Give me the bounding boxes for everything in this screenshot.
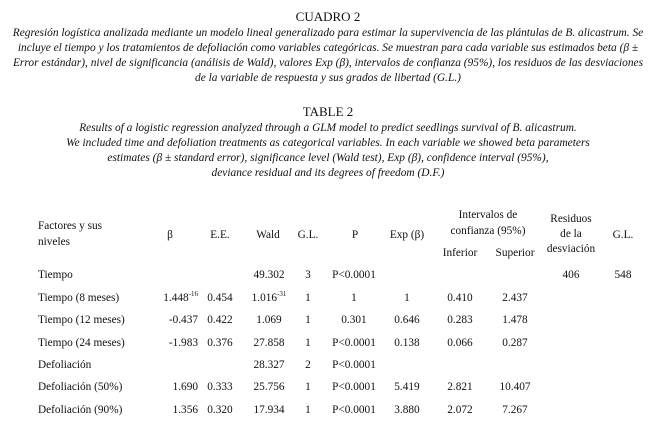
cell-ci-superior: [486, 291, 544, 305]
cell-gl: [293, 336, 323, 350]
cell-ee: [200, 380, 240, 394]
cell-gl: [293, 291, 323, 305]
cell-wald-value: 1.069: [256, 314, 282, 326]
cell-ci-inferior-value: 2.072: [447, 404, 473, 416]
cell-wald-value: 17.934: [253, 404, 285, 416]
cell-gl-value: 1: [305, 292, 311, 304]
header-factor: Factores y sus: [38, 220, 103, 232]
cell-beta: [140, 380, 198, 394]
cell-residuos-value: 406: [562, 269, 580, 281]
cell-beta-value: 1.448: [163, 292, 189, 304]
cell-beta: [140, 313, 198, 327]
cell-p-value: P<0.0001: [332, 404, 376, 416]
cell-beta-exponent: -16: [188, 290, 198, 298]
cell-wald: [244, 336, 294, 350]
cell-ee-value: 0.376: [207, 337, 233, 349]
cell-exp-value: 0.138: [394, 337, 420, 349]
cell-exp-value: 1: [404, 292, 410, 304]
cell-factor-value: Tiempo (24 meses): [38, 337, 125, 349]
cell-ci-superior-value: 0.287: [502, 337, 528, 349]
cell-p: [326, 291, 382, 305]
header-factor: niveles: [38, 236, 70, 248]
cell-ee-value: 0.454: [207, 292, 233, 304]
header-wald: Wald: [256, 229, 280, 241]
cell-beta-value: 1.356: [172, 404, 198, 416]
cell-exp: [382, 403, 432, 417]
cell-factor-value: Defoliación (90%): [38, 404, 123, 416]
cell-beta-value: -1.983: [168, 337, 198, 349]
cell-ci-superior-value: 2.437: [502, 292, 528, 304]
cuadro-title: CUADRO 2: [295, 9, 361, 24]
cell-gl-value: 1: [305, 404, 311, 416]
cell-p: [326, 268, 382, 282]
table-caption-line: deviance residual and its degrees of freedom (D.F.): [211, 167, 445, 179]
cell-ci-inferior: [434, 291, 486, 305]
cell-p: [326, 380, 382, 394]
cell-ci-inferior: [434, 403, 486, 417]
cell-ee: [200, 403, 240, 417]
cell-gl: [293, 313, 323, 327]
cell-ci-superior-value: 7.267: [502, 404, 528, 416]
header-ci: confianza (95%): [450, 225, 526, 237]
cell-p: [326, 313, 382, 327]
cell-gl-value: 1: [305, 337, 311, 349]
header-p: P: [351, 229, 359, 241]
cell-p-value: P<0.0001: [332, 381, 376, 393]
header-ee: E.E.: [210, 229, 230, 241]
table-caption-line: estimates (β ± standard error), significance level (Wald test), Exp (β), confidence interval (95%),: [107, 152, 549, 164]
cell-exp: [382, 291, 432, 305]
cell-wald-value: 1.016: [251, 292, 278, 304]
cell-wald: [244, 403, 294, 417]
cell-p-value: P<0.0001: [332, 269, 376, 281]
cell-wald: [244, 313, 294, 327]
cell-exp-value: 0.646: [394, 314, 420, 326]
cell-beta: [140, 291, 198, 305]
cell-exp-value: 5.419: [394, 381, 420, 393]
cell-gl-value: 1: [305, 381, 311, 393]
cell-exp: [382, 313, 432, 327]
header-ci-superior: Superior: [495, 247, 535, 259]
cell-factor-value: Defoliación (50%): [38, 381, 123, 393]
table-caption-line: We included time and defoliation treatments as categorical variables. In each variable we showed beta parameters: [66, 137, 590, 149]
cell-gl2: [606, 268, 640, 282]
cell-wald: [244, 358, 294, 372]
header-ci-inferior: Inferior: [442, 247, 478, 259]
header-exp: Exp (β): [389, 229, 425, 241]
cell-wald-value: 28.327: [253, 359, 285, 371]
cell-factor-value: Defoliación: [38, 359, 92, 371]
cell-ci-inferior: [434, 380, 486, 394]
cell-gl: [293, 268, 323, 282]
cell-wald: [244, 380, 294, 394]
cell-factor-value: Tiempo (8 meses): [38, 292, 120, 304]
cuadro-caption: Regresión logística analizada mediante un modelo lineal generalizado para estimar la supervivencia de las plántulas de B. alicastrum. Se incluye el tiempo y los tratamientos de defoliación como variables categóricas. Se muestran para cada variable sus estimados beta (β ± Error estándar), nivel de significancia (análisis de Wald), valores Exp (β), intervalos de confianza (95%), los residuos de las desviaciones de la variable de respuesta y sus grados de libertad (G.L.): [12, 27, 644, 84]
cell-ee: [200, 313, 240, 327]
cell-residuos: [541, 268, 601, 282]
cell-p: [326, 403, 382, 417]
header-residuos: de la: [560, 228, 582, 240]
cell-ee: [200, 336, 240, 350]
header-beta: β: [167, 229, 173, 241]
cell-p-value: P<0.0001: [332, 359, 376, 371]
header-gl2: G.L.: [612, 229, 634, 241]
cell-factor-value: Tiempo: [38, 269, 73, 281]
cell-ci-superior: [486, 336, 544, 350]
cell-ee-value: 0.422: [207, 314, 233, 326]
cell-p-value: 1: [351, 292, 357, 304]
cell-beta-value: -0.437: [168, 314, 198, 326]
cell-p-value: P<0.0001: [332, 337, 376, 349]
cell-wald-value: 49.302: [253, 269, 285, 281]
cell-factor-value: Tiempo (12 meses): [38, 314, 125, 326]
header-residuos: desviación: [546, 243, 596, 255]
cell-wald: [244, 291, 294, 305]
cell-ci-inferior-value: 0.410: [447, 292, 473, 304]
cell-exp: [382, 336, 432, 350]
cell-factor: [38, 268, 158, 282]
cell-ee-value: 0.333: [207, 381, 233, 393]
cell-ci-inferior: [434, 336, 486, 350]
cell-ci-superior-value: 1.478: [502, 314, 528, 326]
cell-gl: [293, 358, 323, 372]
header-residuos: Residuos: [550, 213, 592, 225]
cell-ee: [200, 291, 240, 305]
cell-ci-superior: [486, 313, 544, 327]
cell-ee-value: 0.320: [207, 404, 233, 416]
cell-ci-inferior: [434, 313, 486, 327]
table-caption-line: Results of a logistic regression analyzed through a GLM model to predict seedlings survival of B. alicastrum.: [79, 122, 577, 134]
cell-p: [326, 358, 382, 372]
cell-ci-inferior-value: 2.821: [447, 381, 473, 393]
header-ci: Intervalos de: [458, 209, 518, 221]
cell-beta: [140, 336, 198, 350]
cell-beta: [140, 403, 198, 417]
cell-beta-value: 1.690: [172, 381, 198, 393]
cell-ci-superior: [486, 380, 544, 394]
cell-factor: [38, 358, 158, 372]
header-gl: G.L.: [297, 229, 319, 241]
cell-ci-inferior-value: 0.283: [447, 314, 473, 326]
cell-p: [326, 336, 382, 350]
cell-gl: [293, 403, 323, 417]
cell-wald-value: 27.858: [253, 337, 285, 349]
cell-gl: [293, 380, 323, 394]
cell-wald: [244, 268, 294, 282]
cell-p-value: 0.301: [341, 314, 367, 326]
cell-wald-exponent: -31: [277, 290, 287, 298]
table-caption: [8, 121, 648, 181]
cell-ci-superior: [486, 403, 544, 417]
cell-gl-value: 3: [305, 269, 311, 281]
cell-wald-value: 25.756: [253, 381, 285, 393]
cell-gl2-value: 548: [614, 269, 632, 281]
cell-exp: [382, 380, 432, 394]
cell-gl-value: 1: [305, 314, 311, 326]
cell-ci-superior-value: 10.407: [499, 381, 531, 393]
cell-gl-value: 2: [305, 359, 311, 371]
table-title: TABLE 2: [302, 104, 354, 119]
cell-exp-value: 3.880: [394, 404, 420, 416]
cell-ci-inferior-value: 0.066: [447, 337, 473, 349]
